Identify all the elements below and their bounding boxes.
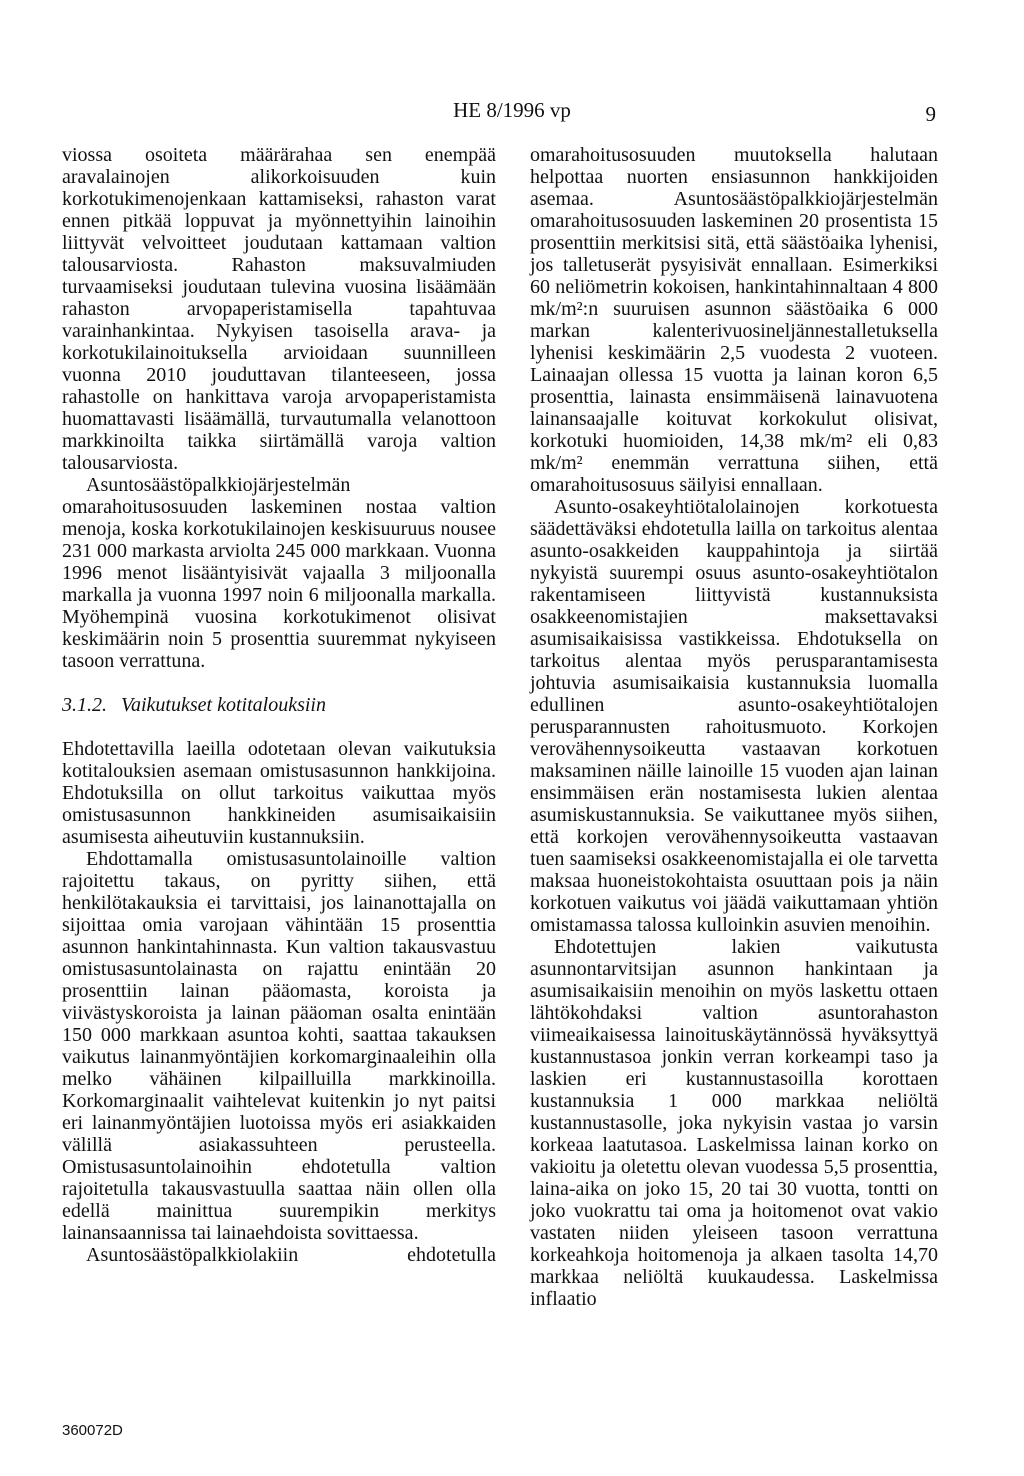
- right-paragraph-3: Ehdotettujen lakien vaikutusta asunnontarvitsijan asunnon hankintaan ja asumisaikaisiin menoihin on myös laskettu ottaen lähtökohdaksi valtion asuntorahaston viimeaikaisessa lainoituskäytännössä hyväksyttyä kustannustasoa jonkin verran korkeampi taso ja laskien eri kustannustasoilla korottaen kustannuksia 1 000 markkaa neliöltä kustannustasolle, joka nykyisin vastaa jo varsin korkeaa laatutasoa. Laskelmissa lainan korko on vakioitu ja oletettu olevan vuodessa 5,5 prosenttia, laina-aika on joko 15, 20 tai 30 vuotta, tontti on joko vuokrattu tai oma ja hoitomenot ovat vakio vastaten niiden yleiseen tasoon verrattuna korkeahkoja hoitomenoja ja alkaen tasolta 14,70 markkaa neliöltä kuukaudessa. Laskelmissa inflaatio: [530, 936, 938, 1310]
- right-paragraph-1: omarahoitusosuuden muutoksella halutaan helpottaa nuorten ensiasunnon hankkijoiden asemaa. Asuntosäästöpalkkiojärjestelmän omarahoitusosuuden laskeminen 20 prosentista 15 prosenttiin merkitsisi sitä, että säästöaika lyhenisi, jos talletuserät pysyisivät ennallaan. Esimerkiksi 60 neliömetrin kokoisen, hankintahinnaltaan 4 800 mk/m²:n suuruisen asunnon säästöaika 6 000 markan kalenterivuosineljännestalletuksella lyhenisi keskimäärin 2,5 vuodesta 2 vuoteen. Lainaajan ollessa 15 vuotta ja lainan koron 6,5 prosenttia, lainasta ensimmäisenä lainavuotena lainansaajalle koituvat korkokulut olisivat, korkotuki huomioiden, 14,38 mk/m² eli 0,83 mk/m² enemmän verrattuna siihen, että omarahoitusosuus säilyisi ennallaan.: [530, 144, 938, 496]
- left-column: [62, 144, 496, 1266]
- left-paragraph-5: Asuntosäästöpalkkiolakiin ehdotetulla: [86, 1244, 496, 1266]
- right-column: [530, 144, 938, 1310]
- page-header: [0, 98, 1024, 128]
- document-id: HE 8/1996 vp: [453, 98, 571, 122]
- section-heading-text: Vaikutukset kotitalouksiin: [121, 694, 326, 716]
- left-paragraph-2: Asuntosäästöpalkkiojärjestelmän omarahoitusosuuden laskeminen nostaa valtion menoja, koska korkotukilainojen keskisuuruus nousee 231 000 markasta arviolta 245 000 markkaan. Vuonna 1996 menot lisääntyisivät vajaalla 3 miljoonalla markalla ja vuonna 1997 noin 6 miljoonalla markalla. Myöhempinä vuosina korkotukimenot olisivat keskimäärin noin 5 prosenttia suuremmat nykyiseen tasoon verrattuna.: [62, 474, 496, 672]
- section-heading-number: 3.1.2.: [62, 694, 107, 716]
- page-number: 9: [925, 102, 936, 126]
- section-heading: [62, 694, 496, 716]
- left-paragraph-1: viossa osoiteta määrärahaa sen enempää aravalainojen alikorkoisuuden kuin korkotukimenojenkaan kattamiseksi, rahaston varat ennen pitkää loppuvat ja myönnettyihin lainoihin liittyvät velvoitteet joudutaan kattamaan valtion talousarviosta. Rahaston maksuvalmiuden turvaamiseksi joudutaan tulevina vuosina lisäämään rahaston arvopaperistamisella tapahtuvaa varainhankintaa. Nykyisen tasoisella arava- ja korkotukilainoituksella arvioidaan suunnilleen vuonna 2010 jouduttavan tilanteeseen, jossa rahastolle on hankittava varoja arvopaperistamista huomattavasti lisäämällä, turvautumalla velanottoon markkinoilta taikka siirtämällä varoja valtion talousarviosta.: [62, 144, 496, 474]
- footer-code: 360072D: [62, 1422, 123, 1439]
- right-paragraph-2: Asunto-osakeyhtiötalolainojen korkotuesta säädettäväksi ehdotetulla lailla on tarkoitus alentaa asunto-osakkeiden kauppahintoja ja siirtää nykyistä suurempi osuus asunto-osakeyhtiötalon rakentamiseen liittyvistä kustannuksista osakkeenomistajien maksettavaksi asumisaikaisissa vastikkeissa. Ehdotuksella on tarkoitus alentaa myös perusparantamisesta johtuvia asumisaikaisia kustannuksia luomalla edullinen asunto-osakeyhtiötalojen perusparannusten rahoitusmuoto. Korkojen verovähennysoikeutta vastaavan korkotuen maksaminen näille lainoille 15 vuoden ajan lainan ensimmäisen erän nostamisesta lukien alentaa asumiskustannuksia. Se vaikuttanee myös siihen, että korkojen verovähennysoikeutta vastaavan tuen saamiseksi osakkeenomistajalla ei ole tarvetta maksaa huoneistokohtaista osuuttaan pois ja näin korkotuen vaikutus voi jäädä vaikuttamaan yhtiön omistamassa talossa kulloinkin asuvien menoihin.: [530, 496, 938, 936]
- left-paragraph-3: Ehdotettavilla laeilla odotetaan olevan vaikutuksia kotitalouksien asemaan omistusasunnon hankkijoina. Ehdotuksilla on ollut tarkoitus vaikuttaa myös omistusasunnon hankkineiden asumisaikaisiin asumisesta aiheutuviin kustannuksiin.: [62, 738, 496, 848]
- left-paragraph-4: Ehdottamalla omistusasuntolainoille valtion rajoitettu takaus, on pyritty siihen, että henkilötakauksia ei tarvittaisi, jos lainanottajalla on sijoittaa omia varojaan vähintään 15 prosenttia asunnon hankintahinnasta. Kun valtion takausvastuu omistusasuntolainasta on rajattu enintään 20 prosenttiin lainan pääomasta, koroista ja viivästyskoroista ja lainan pääoman osalta enintään 150 000 markkaan asuntoa kohti, saattaa takauksen vaikutus lainanmyöntäjien korkomarginaaleihin olla melko vähäinen kilpailluilla markkinoilla. Korkomarginaalit vaihtelevat kuitenkin jo nyt paitsi eri lainanmyöntäjien luotoissa myös eri asiakkaiden välillä asiakassuhteen perusteella. Omistusasuntolainoihin ehdotetulla valtion rajoitetulla takausvastuulla saattaa näin ollen olla edellä mainittua suurempikin merkitys lainansaannissa tai lainaehdoista sovittaessa.: [62, 848, 496, 1244]
